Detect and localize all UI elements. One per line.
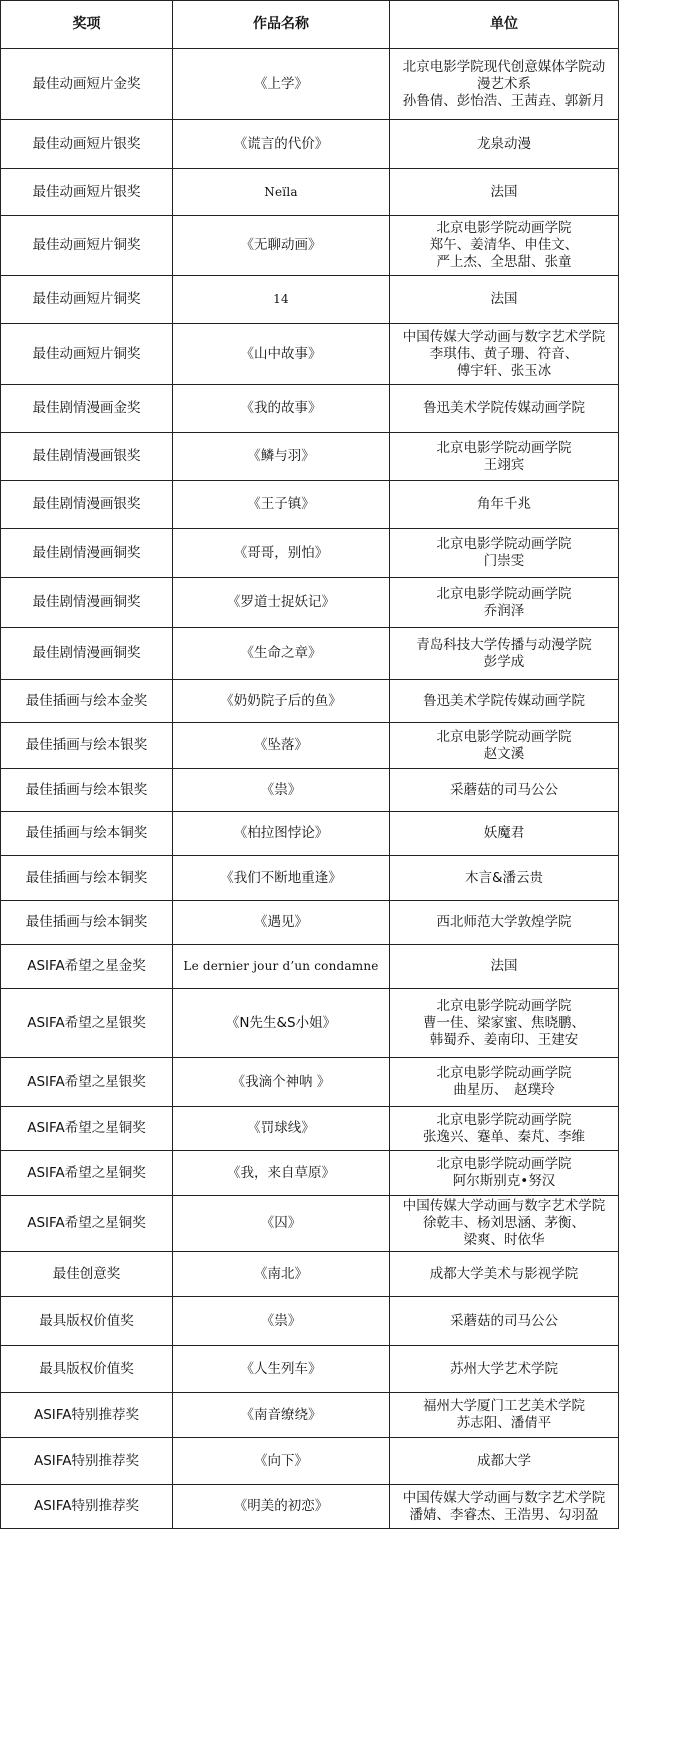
header-award: 奖项: [1, 1, 173, 49]
work-title-cell: 《王子镇》: [173, 481, 390, 529]
unit-cell: [390, 433, 619, 481]
award-cell: 最佳动画短片银奖: [1, 169, 173, 216]
unit-line: 妖魔君: [483, 825, 525, 841]
work-title-cell: Neïla: [173, 169, 390, 216]
award-cell: 最佳创意奖: [1, 1252, 173, 1297]
table-row: [1, 989, 619, 1058]
table-row: [1, 680, 619, 723]
table-row: [1, 812, 619, 856]
unit-line: 曲星历、 赵璞玲: [453, 1082, 555, 1098]
unit-cell: [390, 856, 619, 901]
unit-cell: [390, 812, 619, 856]
table-row: [1, 529, 619, 578]
unit-cell: [390, 1438, 619, 1485]
table-row: [1, 769, 619, 812]
table-row: [1, 1485, 619, 1529]
unit-line: 漫艺术系: [477, 75, 531, 92]
award-cell: 最佳动画短片铜奖: [1, 276, 173, 324]
award-cell: 最佳插画与绘本金奖: [1, 680, 173, 723]
award-cell: ASIFA希望之星银奖: [1, 1058, 173, 1107]
table-row: [1, 1196, 619, 1252]
award-cell: 最佳动画短片银奖: [1, 120, 173, 169]
unit-line: 韩蜀乔、姜南印、王建安: [429, 1031, 579, 1048]
award-cell: 最佳剧情漫画铜奖: [1, 529, 173, 578]
unit-cell: [390, 578, 619, 628]
table-row: [1, 901, 619, 945]
unit-line: 法国: [490, 958, 518, 974]
award-cell: 最佳插画与绘本铜奖: [1, 856, 173, 901]
award-cell: 最佳插画与绘本铜奖: [1, 901, 173, 945]
unit-cell: [390, 628, 619, 680]
table-row: [1, 1346, 619, 1393]
work-title-cell: 《罗道士捉妖记》: [173, 578, 390, 628]
table-row: [1, 578, 619, 628]
unit-line: 阿尔斯别克•努汉: [452, 1173, 556, 1189]
table-row: [1, 1151, 619, 1196]
unit-line: 成都大学美术与影视学院: [429, 1265, 579, 1282]
table-row: [1, 1393, 619, 1438]
work-title-cell: 14: [173, 276, 390, 324]
work-title-cell: 《鳞与羽》: [173, 433, 390, 481]
work-title-cell: 《N先生&S小姐》: [173, 989, 390, 1058]
work-title-cell: 《上学》: [173, 49, 390, 120]
work-title-cell: 《柏拉图悖论》: [173, 812, 390, 856]
award-cell: ASIFA特别推荐奖: [1, 1485, 173, 1529]
unit-cell: [390, 989, 619, 1058]
unit-cell: [390, 680, 619, 723]
work-title-cell: 《生命之章》: [173, 628, 390, 680]
table-row: [1, 856, 619, 901]
table-row: [1, 1252, 619, 1297]
award-cell: ASIFA特别推荐奖: [1, 1393, 173, 1438]
unit-cell: [390, 945, 619, 989]
work-title-cell: 《我，来自草原》: [173, 1151, 390, 1196]
table-row: [1, 276, 619, 324]
table-row: [1, 385, 619, 433]
unit-cell: [390, 1058, 619, 1107]
unit-line: 王翊宾: [483, 456, 525, 473]
unit-line: 张逸兴、蹇单、秦芃、李维: [423, 1128, 585, 1145]
award-cell: ASIFA特别推荐奖: [1, 1438, 173, 1485]
unit-line: 成都大学: [477, 1452, 531, 1469]
unit-line: 傅宇轩、张玉冰: [456, 362, 552, 379]
work-title-cell: 《祟》: [173, 1297, 390, 1346]
unit-cell: [390, 276, 619, 324]
unit-line: 苏州大学艺术学院: [450, 1360, 558, 1377]
award-cell: 最具版权价值奖: [1, 1346, 173, 1393]
table-row: [1, 433, 619, 481]
award-cell: 最佳剧情漫画铜奖: [1, 628, 173, 680]
table-row: [1, 169, 619, 216]
work-title-cell: 《祟》: [173, 769, 390, 812]
unit-line: 青岛科技大学传播与动漫学院: [416, 636, 592, 653]
unit-line: 北京电影学院动画学院: [436, 1065, 572, 1081]
award-cell: 最佳插画与绘本银奖: [1, 769, 173, 812]
work-title-cell: 《囚》: [173, 1196, 390, 1252]
table-row: [1, 324, 619, 385]
unit-cell: [390, 1151, 619, 1196]
unit-cell: [390, 216, 619, 276]
unit-line: 龙泉动漫: [477, 135, 531, 152]
unit-line: 鲁迅美术学院传媒动画学院: [423, 692, 585, 709]
unit-cell: [390, 1252, 619, 1297]
table-row: [1, 481, 619, 529]
unit-line: 徐乾丰、杨刘思涵、茅衡、: [423, 1215, 585, 1231]
award-cell: ASIFA希望之星铜奖: [1, 1196, 173, 1252]
work-title-cell: 《我滴个神呐 》: [173, 1058, 390, 1107]
work-title-cell: 《人生列车》: [173, 1346, 390, 1393]
unit-line: 赵文溪: [483, 745, 525, 762]
award-cell: 最具版权价值奖: [1, 1297, 173, 1346]
unit-cell: [390, 1297, 619, 1346]
work-title-cell: 《南音缭绕》: [173, 1393, 390, 1438]
unit-line: 孙鲁倩、彭怡浩、王茜垚、郭新月: [402, 92, 606, 109]
unit-line: 木言&潘云贵: [464, 869, 544, 886]
header-row: [1, 1, 619, 49]
unit-line: 福州大学厦门工艺美术学院: [423, 1398, 585, 1414]
award-cell: ASIFA希望之星银奖: [1, 989, 173, 1058]
award-cell: ASIFA希望之星铜奖: [1, 1151, 173, 1196]
work-title-cell: 《奶奶院子后的鱼》: [173, 680, 390, 723]
work-title-cell: 《向下》: [173, 1438, 390, 1485]
table-row: [1, 49, 619, 120]
work-title-cell: 《哥哥，别怕》: [173, 529, 390, 578]
unit-cell: [390, 901, 619, 945]
unit-cell: [390, 481, 619, 529]
unit-cell: [390, 120, 619, 169]
award-cell: 最佳剧情漫画铜奖: [1, 578, 173, 628]
unit-line: 北京电影学院动画学院: [436, 1156, 572, 1172]
unit-cell: [390, 1196, 619, 1252]
unit-line: 苏志阳、潘倩平: [456, 1415, 552, 1431]
unit-line: 北京电影学院现代创意媒体学院动: [402, 58, 606, 75]
work-title-cell: 《谎言的代价》: [173, 120, 390, 169]
unit-line: 中国传媒大学动画与数字艺术学院: [402, 1198, 606, 1214]
table-row: [1, 120, 619, 169]
table-row: [1, 723, 619, 769]
unit-cell: [390, 324, 619, 385]
work-title-cell: 《无聊动画》: [173, 216, 390, 276]
awards-body: [1, 49, 619, 1529]
work-title-cell: 《坠落》: [173, 723, 390, 769]
unit-line: 法国: [490, 183, 518, 200]
award-cell: 最佳动画短片铜奖: [1, 216, 173, 276]
unit-line: 西北师范大学敦煌学院: [436, 914, 572, 930]
award-cell: 最佳动画短片铜奖: [1, 324, 173, 385]
work-title-cell: 《我们不断地重逢》: [173, 856, 390, 901]
unit-line: 李琪伟、黄子珊、符音、: [429, 345, 579, 362]
work-title-cell: 《山中故事》: [173, 324, 390, 385]
unit-cell: [390, 49, 619, 120]
table-row: [1, 1107, 619, 1151]
unit-line: 鲁迅美术学院传媒动画学院: [423, 400, 585, 416]
unit-cell: [390, 1346, 619, 1393]
award-cell: ASIFA希望之星金奖: [1, 945, 173, 989]
work-title-cell: 《罚球线》: [173, 1107, 390, 1151]
unit-line: 中国传媒大学动画与数字艺术学院: [402, 1489, 606, 1506]
unit-line: 北京电影学院动画学院: [436, 1111, 572, 1128]
table-row: [1, 1297, 619, 1346]
table-row: [1, 628, 619, 680]
work-title-cell: 《明美的初恋》: [173, 1485, 390, 1529]
table-row: [1, 1058, 619, 1107]
unit-cell: [390, 385, 619, 433]
work-title-cell: 《南北》: [173, 1252, 390, 1297]
award-cell: 最佳插画与绘本铜奖: [1, 812, 173, 856]
unit-line: 乔润泽: [483, 602, 525, 619]
unit-cell: [390, 1107, 619, 1151]
award-cell: 最佳剧情漫画银奖: [1, 433, 173, 481]
unit-cell: [390, 723, 619, 769]
award-cell: 最佳插画与绘本银奖: [1, 723, 173, 769]
unit-cell: [390, 769, 619, 812]
unit-line: 曹一佳、梁家蜜、焦晓鹏、: [423, 1014, 585, 1031]
unit-line: 门崇雯: [483, 553, 525, 569]
unit-line: 梁爽、时依华: [463, 1232, 545, 1248]
unit-line: 潘婧、李睿杰、王浩男、勾羽盈: [409, 1506, 599, 1523]
header-work: 作品名称: [173, 1, 390, 49]
unit-line: 角年千兆: [477, 496, 531, 512]
unit-line: 彭学成: [483, 653, 525, 670]
award-cell: 最佳剧情漫画金奖: [1, 385, 173, 433]
unit-cell: [390, 169, 619, 216]
table-row: [1, 945, 619, 989]
table-row: [1, 1438, 619, 1485]
work-title-cell: 《我的故事》: [173, 385, 390, 433]
award-cell: 最佳动画短片金奖: [1, 49, 173, 120]
unit-line: 北京电影学院动画学院: [436, 728, 572, 745]
unit-cell: [390, 529, 619, 578]
unit-line: 中国传媒大学动画与数字艺术学院: [402, 328, 606, 345]
unit-line: 北京电影学院动画学院: [436, 997, 572, 1014]
unit-cell: [390, 1485, 619, 1529]
unit-cell: [390, 1393, 619, 1438]
unit-line: 北京电影学院动画学院: [436, 585, 572, 602]
award-cell: ASIFA希望之星铜奖: [1, 1107, 173, 1151]
unit-line: 法国: [490, 291, 518, 307]
unit-line: 郑午、姜清华、申佳文、: [429, 237, 579, 253]
header-unit: 单位: [390, 1, 619, 49]
award-cell: 最佳剧情漫画银奖: [1, 481, 173, 529]
work-title-cell: Le dernier jour d’un condamne: [173, 945, 390, 989]
unit-line: 采蘑菇的司马公公: [450, 1312, 558, 1329]
unit-line: 北京电影学院动画学院: [436, 220, 572, 236]
unit-line: 北京电影学院动画学院: [436, 439, 572, 456]
table-row: [1, 216, 619, 276]
unit-line: 严上杰、全思甜、张童: [436, 254, 572, 270]
work-title-cell: 《遇见》: [173, 901, 390, 945]
unit-line: 采蘑菇的司马公公: [450, 781, 558, 798]
unit-line: 北京电影学院动画学院: [436, 536, 572, 552]
